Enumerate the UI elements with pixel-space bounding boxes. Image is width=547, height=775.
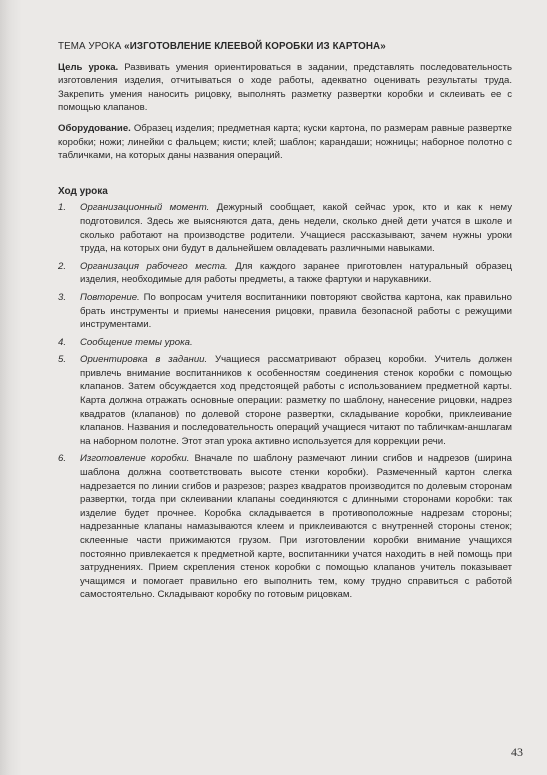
topic-prefix: ТЕМА УРОКА — [58, 41, 125, 52]
step-number: 1. — [58, 202, 67, 214]
lesson-topic — [58, 40, 512, 54]
topic-title: «ИЗГОТОВЛЕНИЕ КЛЕЕВОЙ КОРОБКИ ИЗ КАРТОНА» — [124, 41, 386, 52]
equipment-label: Оборудование. — [58, 122, 131, 134]
step-text: По вопросам учителя воспитанники повторяют свойства картона, как правильно брать инструменты и приемы нанесения рицовки, правила безопасной работы с режущими инструментами. — [80, 291, 512, 331]
step-text: Дежурный сообщает, какой сейчас урок, кто и как к нему подготовился. Здесь же выясняются дата, день недели, сколько дней дети учатся в школе и сколько работают на производстве родители. Учащиеся рассказывают, зачем нужны уроки труда, на которых они будут в дальнейшем овладевать различными навыками. — [80, 202, 512, 255]
lesson-step — [58, 452, 512, 602]
step-stage: Сообщение темы урока. — [80, 336, 193, 348]
page-number: 43 — [511, 745, 523, 759]
lesson-progress-title: Ход урока — [58, 185, 108, 197]
step-number: 2. — [58, 260, 67, 272]
step-stage: Организация рабочего места. — [80, 260, 228, 272]
step-stage: Изготовление коробки. — [80, 453, 190, 465]
goal-label: Цель урока. — [58, 61, 119, 73]
step-number: 4. — [58, 336, 67, 348]
page-content — [58, 40, 512, 606]
step-stage: Ориентировка в задании. — [80, 354, 208, 366]
lesson-equipment — [58, 122, 512, 163]
lesson-goal — [58, 61, 512, 115]
goal-text: Развивать умения ориентироваться в задании, представлять последовательность изготовления изделия, отчитываться о ходе работы, адекватно оценивать результаты труда. Закрепить умения наносить рицовку, выполнять разметку развертки коробки и склеивать ее с помощью клапанов. — [58, 61, 512, 114]
lesson-step — [58, 201, 512, 255]
step-text: Вначале по шаблону размечают линии сгибов и надрезов (ширина шаблона должна соответствовать высоте стенки коробки). Размеченный картон слегка надрезается по линии сгибов и разрезов; разрез квадратов производится по долевым сторонам развертки, тогда при склеивании клапаны соединяются с длинными сторонами коробки: так изделие будет прочнее. Коробка складывается в противоположные надрезам стороны; надрезанные клапаны намазываются клеем и приклеиваются с внутренней стороны стенок; склеенные части прижимаются грузом. При изготовлении коробки внимание учащихся постоянно привлекается к предметной карте, воспитанники учатся находить в ней помощь при затруднениях. Прием скрепления стенок коробки с помощью клапанов учитель показывает учащимся и помогает правильно его выполнить тем, кому трудно справиться с работой самостоятельно. Складывают коробку по готовым рицовкам. — [80, 453, 512, 601]
step-text: Учащиеся рассматривают образец коробки. Учитель должен привлечь внимание воспитанников к особенностям соединения стенок коробки с помощью клапанов. Затем обсуждается ход предстоящей работы с использованием предметной карты. Карта должна отражать основные операции: разметку по шаблону, нанесение рицовки, надрез квадратов (клапанов) по долевой стороне развертки, складывание коробки, приклеивание клапанов. Названия и последовательность операций учащиеся читают по табличкам-аншлагам на наборном полотне. Этот этап урока активно используется для коррекции речи. — [80, 354, 513, 447]
lesson-step — [58, 353, 512, 448]
step-number: 6. — [58, 453, 67, 465]
equipment-text: Образец изделия; предметная карта; куски картона, по размерам равные развертке коробки; ножи; линейки с фальцем; кисти; клей; шаблон; карандаши; ножницы; наборное полотно с табличками, на которых даны названия операций. — [58, 122, 512, 162]
step-stage: Повторение. — [80, 291, 140, 303]
lesson-step — [58, 260, 512, 287]
step-number: 3. — [58, 291, 67, 303]
lesson-step — [58, 291, 512, 332]
lesson-step — [58, 336, 512, 350]
step-text: Для каждого заранее приготовлен натуральный образец изделия, необходимые для работы предметы, а также фартуки и нарукавники. — [80, 260, 512, 286]
step-stage: Организационный момент. — [80, 202, 210, 214]
step-number: 5. — [58, 354, 67, 366]
lesson-steps-list — [58, 201, 512, 602]
